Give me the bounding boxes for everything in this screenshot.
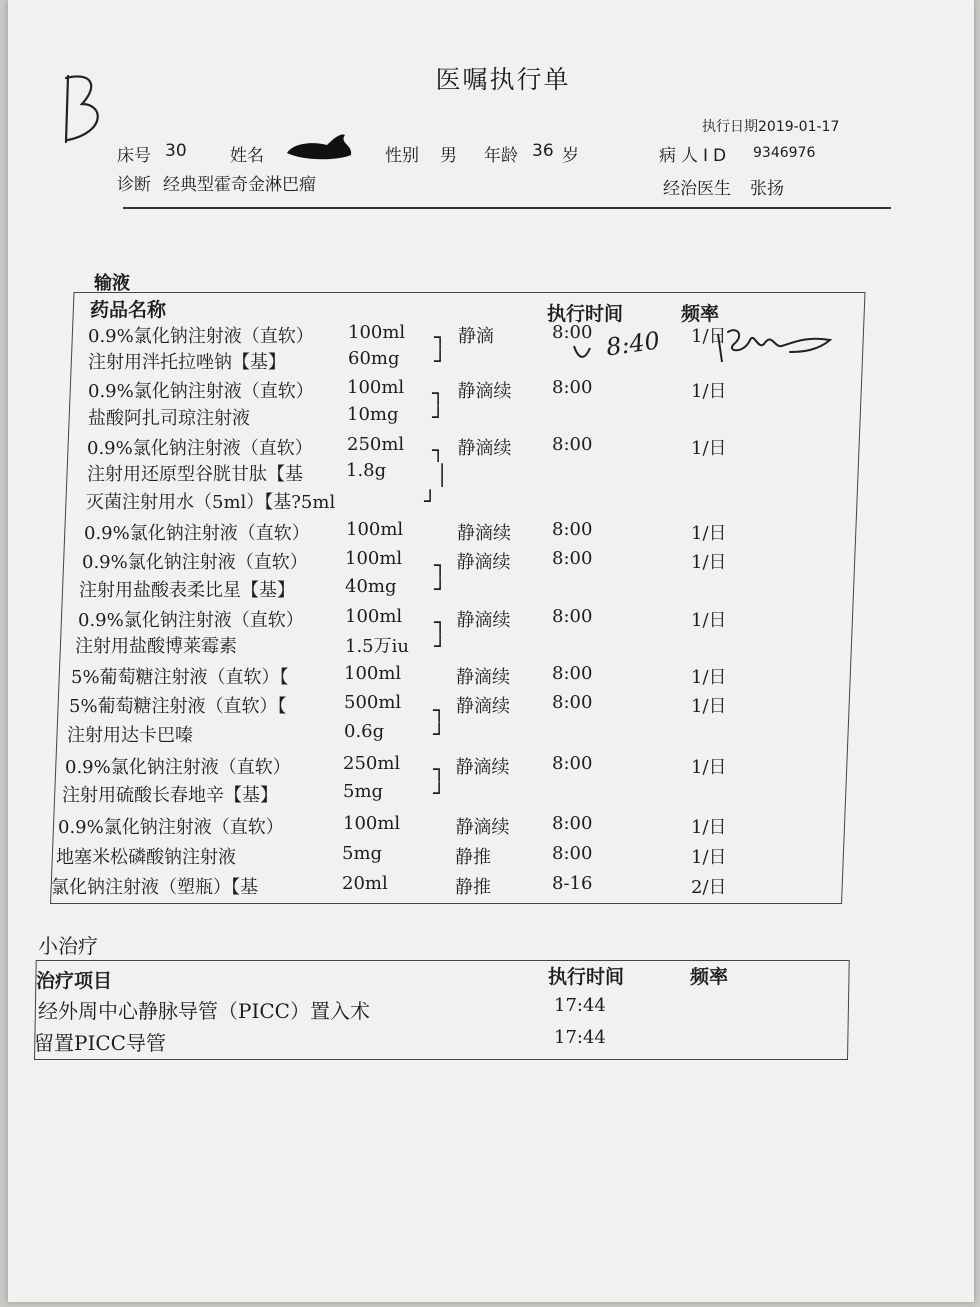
- drug-route: 静滴续: [457, 438, 512, 459]
- order-sheet: [8, 0, 974, 1302]
- drug-route: 静滴续: [456, 552, 511, 573]
- group-bracket: ┐: [433, 757, 446, 781]
- treatment-time: 17:44: [554, 995, 606, 1016]
- drug-route: 静滴续: [457, 523, 511, 544]
- drug-name: 0.9%氯化钠注射液（直软）: [58, 817, 284, 838]
- drug-time: 8:00: [552, 548, 593, 569]
- infusion-header-drug: 药品名称: [90, 299, 167, 321]
- drug-dose: 5mg: [343, 781, 384, 802]
- pid-value: 9346976: [753, 145, 816, 161]
- drug-name: 注射用泮托拉唑钠【基】: [88, 352, 286, 373]
- group-bracket: ┘: [433, 781, 446, 805]
- drug-name: 盐酸阿扎司琼注射液: [88, 408, 250, 429]
- age-unit: 岁: [562, 146, 579, 166]
- treatment-header-freq: 频率: [690, 966, 729, 988]
- group-bracket: ┐: [434, 325, 447, 349]
- group-bracket: ┘: [434, 577, 447, 601]
- treatment-section-title: 小治疗: [38, 934, 98, 958]
- drug-freq: 2/日: [691, 877, 727, 898]
- group-bracket: ┐: [433, 698, 446, 722]
- age-label: 年龄: [484, 146, 518, 166]
- drug-name: 0.9%氯化钠注射液（直软）: [78, 610, 304, 631]
- group-bracket: ┘: [433, 722, 446, 746]
- group-bracket: │: [436, 463, 449, 487]
- exec-date: 执行日期2019-01-17: [702, 119, 840, 135]
- drug-dose: 1.5万iu: [345, 636, 409, 657]
- drug-dose: 20ml: [342, 873, 388, 894]
- drug-time: 8:00: [552, 753, 593, 774]
- drug-time: 8:00: [552, 377, 593, 398]
- drug-route: 静滴续: [456, 667, 510, 688]
- drug-dose: 40mg: [345, 576, 397, 597]
- group-bracket: ┘: [434, 349, 447, 373]
- drug-time: 8:00: [552, 692, 593, 713]
- drug-name: 氯化钠注射液（塑瓶）【基: [51, 877, 258, 898]
- drug-name: 注射用达卡巴嗪: [67, 725, 193, 746]
- diag-value: 经典型霍奇金淋巴瘤: [163, 175, 316, 195]
- drug-time: 8:00: [552, 843, 593, 864]
- header-divider: [123, 207, 891, 209]
- group-bracket: ┘: [434, 634, 447, 658]
- treatment-header-time: 执行时间: [548, 966, 625, 988]
- drug-name: 0.9%氯化钠注射液（直软）: [65, 757, 291, 778]
- group-bracket: ┘: [424, 489, 437, 513]
- group-bracket: ┘: [432, 405, 445, 429]
- infusion-header-freq: 频率: [681, 303, 720, 325]
- doctor-value: 张扬: [750, 179, 784, 199]
- treatment-time: 17:44: [554, 1027, 606, 1048]
- age-value: 36: [532, 141, 554, 161]
- doctor-label: 经治医生: [663, 179, 731, 199]
- drug-route: 静滴续: [456, 696, 510, 717]
- drug-dose: 100ml: [347, 377, 405, 398]
- drug-dose: 100ml: [345, 548, 403, 569]
- infusion-header-time: 执行时间: [547, 303, 624, 325]
- drug-route: 静滴续: [455, 757, 510, 778]
- drug-freq: 1/日: [691, 696, 727, 717]
- drug-freq: 1/日: [691, 847, 727, 868]
- drug-freq: 1/日: [691, 757, 727, 778]
- drug-dose: 100ml: [348, 322, 406, 343]
- drug-route: 静推: [455, 847, 491, 868]
- name-label: 姓名: [230, 146, 264, 166]
- drug-dose: 100ml: [345, 606, 403, 627]
- treatment-header-item: 治疗项目: [36, 970, 113, 992]
- drug-time: 8:00: [552, 322, 593, 343]
- drug-freq: 1/日: [691, 552, 727, 573]
- page-title: 医嘱执行单: [435, 65, 571, 94]
- bed-label: 床号: [117, 146, 151, 166]
- drug-name: 0.9%氯化钠注射液（直软）: [82, 552, 308, 573]
- drug-route: 静滴续: [455, 817, 510, 838]
- drug-freq: 1/日: [691, 438, 727, 459]
- infusion-section-title: 输液: [94, 273, 130, 294]
- drug-freq: 1/日: [691, 523, 727, 544]
- drug-name: 5%葡萄糖注射液（直软）【: [69, 696, 287, 717]
- drug-name: 注射用盐酸博莱霉素: [75, 636, 237, 657]
- drug-dose: 250ml: [343, 753, 401, 774]
- drug-time: 8:00: [552, 813, 593, 834]
- drug-route: 静滴续: [456, 610, 511, 631]
- group-bracket: ┐: [434, 610, 447, 634]
- drug-dose: 10mg: [347, 404, 399, 425]
- drug-name: 5%葡萄糖注射液（直软）【: [71, 667, 289, 688]
- redaction-mark: [283, 129, 357, 165]
- drug-time: 8-16: [552, 873, 593, 894]
- drug-time: 8:00: [552, 434, 593, 455]
- drug-freq: 1/日: [691, 381, 727, 402]
- drug-dose: 1.8g: [346, 460, 387, 481]
- drug-route: 静滴续: [457, 381, 512, 402]
- drug-dose: 250ml: [347, 434, 405, 455]
- drug-freq: 1/日: [691, 610, 727, 631]
- handwritten-time-note: 8:40: [604, 326, 662, 362]
- drug-name: 注射用硫酸长春地辛【基】: [62, 785, 278, 806]
- drug-name: 0.9%氯化钠注射液（直软）: [88, 326, 314, 347]
- drug-route: 静滴: [458, 326, 494, 347]
- drug-dose: 100ml: [343, 813, 401, 834]
- sex-label: 性别: [385, 146, 419, 166]
- bed-value: 30: [165, 141, 187, 161]
- drug-dose: 60mg: [348, 348, 400, 369]
- pid-label: 病人ID: [659, 146, 732, 166]
- drug-time: 8:00: [552, 663, 593, 684]
- drug-name: 0.9%氯化钠注射液（直软）: [88, 381, 314, 402]
- sex-value: 男: [440, 146, 457, 166]
- drug-dose: 100ml: [346, 519, 404, 540]
- drug-name: 0.9%氯化钠注射液（直软）: [87, 438, 313, 459]
- treatment-item: 留置PICC导管: [34, 1031, 166, 1055]
- drug-dose: 5mg: [342, 843, 383, 864]
- drug-name: 0.9%氯化钠注射液（直软）: [84, 523, 310, 544]
- diag-label: 诊断: [117, 175, 151, 195]
- group-bracket: ┐: [432, 381, 445, 405]
- drug-name: 地塞米松磷酸钠注射液: [56, 847, 236, 868]
- treatment-item: 经外周中心静脉导管（PICC）置入术: [38, 999, 370, 1023]
- drug-freq: 1/日: [691, 326, 727, 347]
- drug-freq: 1/日: [691, 667, 727, 688]
- drug-name: 灭菌注射用水（5ml）【基?5ml: [86, 492, 336, 513]
- drug-route: 静推: [455, 877, 491, 898]
- drug-dose: 0.6g: [344, 721, 385, 742]
- drug-time: 8:00: [552, 606, 593, 627]
- drug-freq: 1/日: [691, 817, 727, 838]
- group-bracket: ┐: [432, 438, 445, 462]
- drug-name: 注射用还原型谷胱甘肽【基: [87, 464, 303, 485]
- group-bracket: ┐: [434, 553, 447, 577]
- drug-dose: 500ml: [344, 692, 402, 713]
- drug-dose: 100ml: [344, 663, 402, 684]
- drug-name: 注射用盐酸表柔比星【基】: [79, 580, 295, 601]
- drug-time: 8:00: [552, 519, 593, 540]
